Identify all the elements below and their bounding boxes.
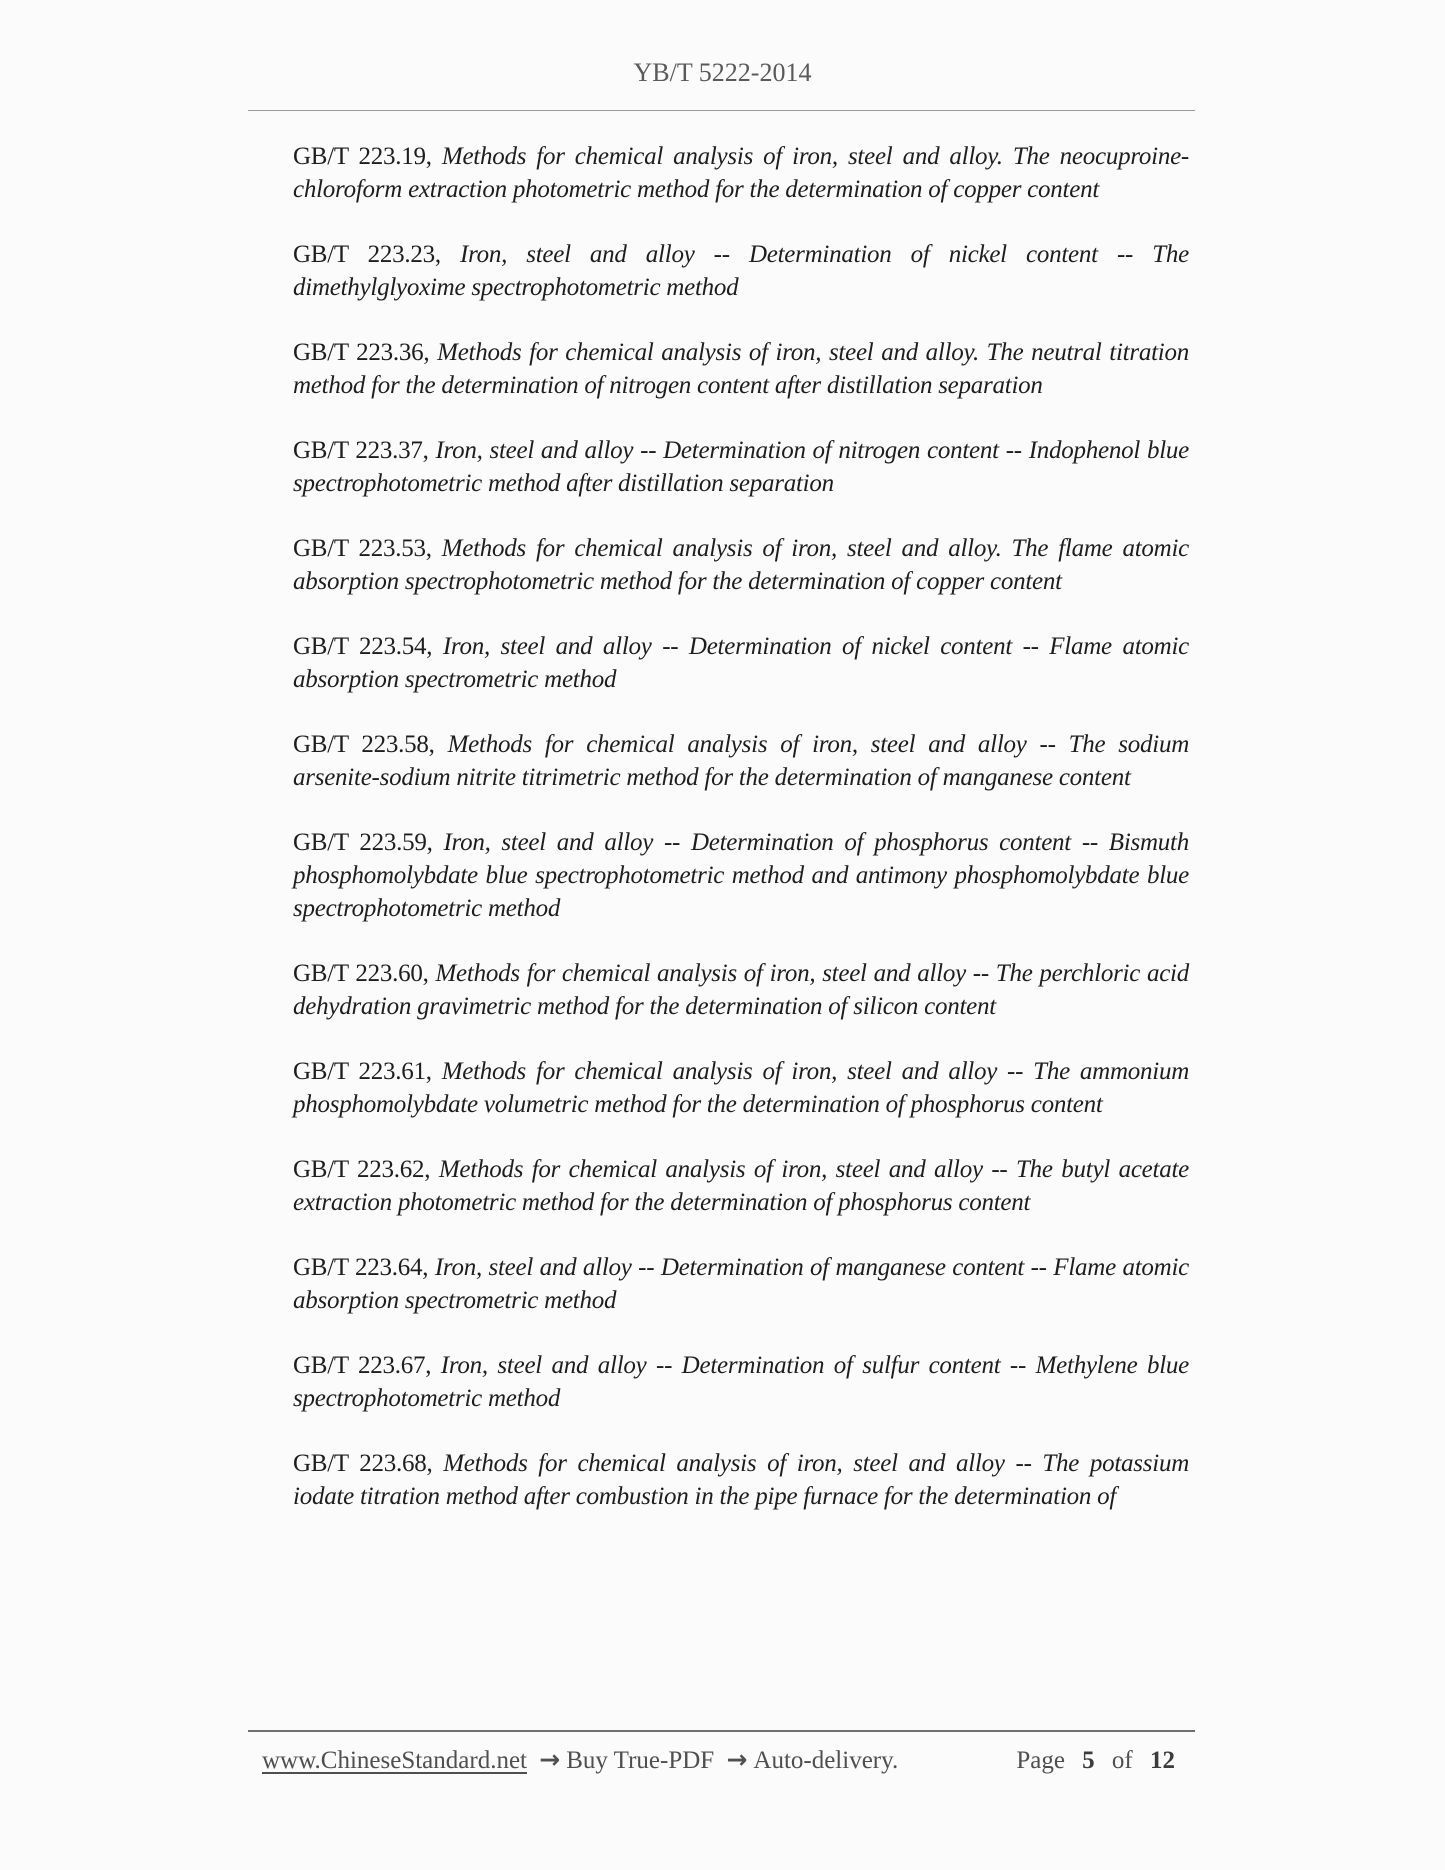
reference-item <box>293 630 1189 696</box>
reference-code: GB/T 223.23, <box>293 241 441 268</box>
reference-code: GB/T 223.67, <box>293 1352 432 1379</box>
reference-item <box>293 728 1189 794</box>
site-link[interactable]: www.ChineseStandard.net <box>262 1747 527 1774</box>
references-list <box>293 140 1189 1545</box>
footer-delivery-text: Auto-delivery. <box>753 1747 899 1774</box>
reference-item <box>293 1349 1189 1415</box>
reference-code: GB/T 223.68, <box>293 1450 433 1477</box>
reference-item <box>293 1251 1189 1317</box>
reference-item <box>293 1447 1189 1513</box>
arrow-icon: → <box>726 1745 748 1774</box>
reference-item <box>293 140 1189 206</box>
reference-item <box>293 532 1189 598</box>
reference-title: Iron, steel and alloy -- Determination of phosphorus content -- Bismuth phosphomolybdate blue spectrophotometric method and antimony phosphomolybdate blue spectrophotometric method <box>293 829 1190 922</box>
reference-code: GB/T 223.59, <box>293 829 433 856</box>
arrow-icon: → <box>539 1745 561 1774</box>
of-label: of <box>1111 1747 1133 1774</box>
footer-buy-text: Buy True-PDF <box>566 1747 715 1774</box>
reference-item <box>293 238 1189 304</box>
page-title: YB/T 5222-2014 <box>633 58 812 87</box>
reference-title: Methods for chemical analysis of iron, steel and alloy -- The perchloric acid dehydration gravimetric method for the determination of silicon content <box>293 960 1189 1020</box>
reference-code: GB/T 223.64, <box>293 1254 429 1281</box>
reference-title: Iron, steel and alloy -- Determination of sulfur content -- Methylene blue spectrophotometric method <box>293 1352 1189 1412</box>
reference-code: GB/T 223.61, <box>293 1058 432 1085</box>
reference-code: GB/T 223.37, <box>293 437 429 464</box>
reference-item <box>293 336 1189 402</box>
reference-code: GB/T 223.36, <box>293 339 430 366</box>
reference-item <box>293 826 1189 925</box>
header-divider <box>248 110 1195 111</box>
page-number: 5 <box>1082 1747 1095 1774</box>
reference-item <box>293 957 1189 1023</box>
reference-title: Methods for chemical analysis of iron, steel and alloy. The neutral titration method for the determination of nitrogen content after distillation separation <box>293 339 1189 399</box>
footer-info <box>262 1745 898 1775</box>
reference-code: GB/T 223.53, <box>293 535 432 562</box>
page-indicator <box>1016 1747 1175 1775</box>
reference-title: Iron, steel and alloy -- Determination of nickel content -- The dimethylglyoxime spectrophotometric method <box>293 241 1189 301</box>
reference-code: GB/T 223.54, <box>293 633 433 660</box>
reference-item <box>293 1153 1189 1219</box>
reference-code: GB/T 223.62, <box>293 1156 431 1183</box>
page-label: Page <box>1016 1747 1065 1774</box>
reference-title: Methods for chemical analysis of iron, steel and alloy -- The butyl acetate extraction photometric method for the determination of phosphorus content <box>293 1156 1190 1216</box>
reference-title: Methods for chemical analysis of iron, steel and alloy. The flame atomic absorption spectrophotometric method for the determination of copper content <box>293 535 1190 595</box>
reference-title: Iron, steel and alloy -- Determination of nitrogen content -- Indophenol blue spectrophotometric method after distillation separation <box>293 437 1189 497</box>
reference-title: Methods for chemical analysis of iron, steel and alloy -- The sodium arsenite-sodium nitrite titrimetric method for the determination of manganese content <box>293 731 1190 791</box>
footer-divider <box>248 1730 1195 1732</box>
reference-title: Methods for chemical analysis of iron, steel and alloy -- The ammonium phosphomolybdate volumetric method for the determination of phosphorus content <box>293 1058 1189 1118</box>
page-total: 12 <box>1150 1747 1175 1774</box>
reference-code: GB/T 223.19, <box>293 143 432 170</box>
reference-code: GB/T 223.58, <box>293 731 435 758</box>
reference-title: Iron, steel and alloy -- Determination of manganese content -- Flame atomic absorption spectrometric method <box>293 1254 1189 1314</box>
reference-code: GB/T 223.60, <box>293 960 429 987</box>
footer <box>262 1745 1175 1775</box>
reference-item <box>293 1055 1189 1121</box>
reference-title: Methods for chemical analysis of iron, steel and alloy -- The potassium iodate titration method after combustion in the pipe furnace for the determination of <box>293 1450 1190 1510</box>
reference-title: Methods for chemical analysis of iron, steel and alloy. The neocuproine-chloroform extraction photometric method for the determination of copper content <box>293 143 1189 203</box>
reference-title: Iron, steel and alloy -- Determination of nickel content -- Flame atomic absorption spectrometric method <box>293 633 1189 693</box>
reference-item <box>293 434 1189 500</box>
